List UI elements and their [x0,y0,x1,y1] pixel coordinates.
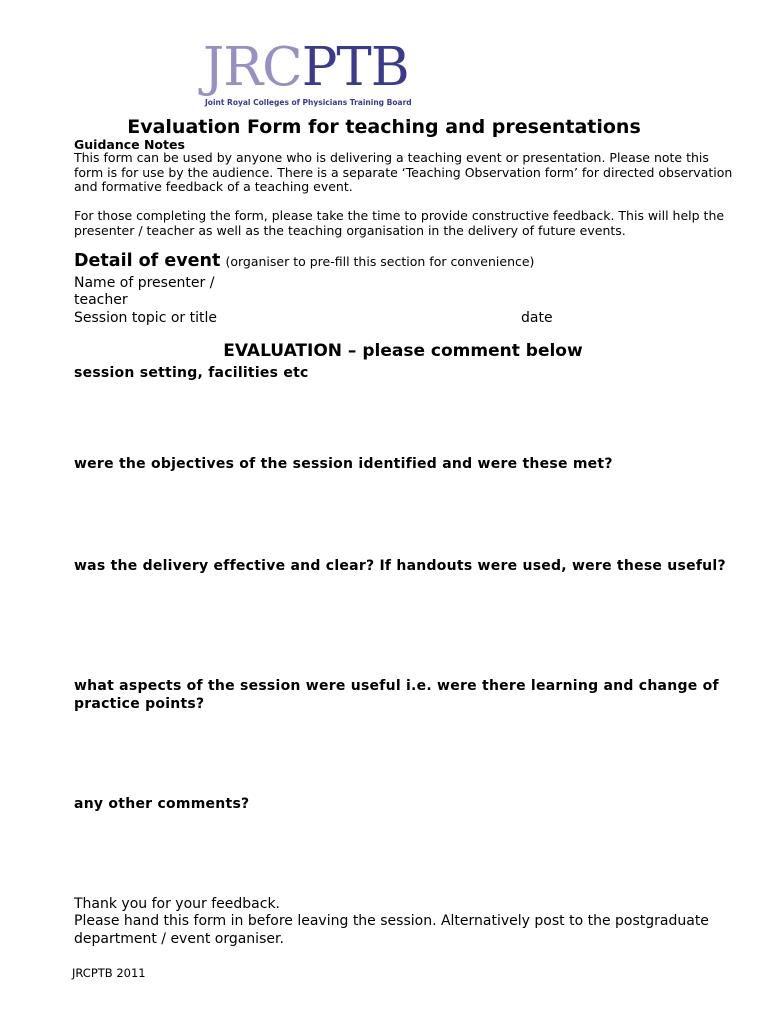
jrcptb-logo [203,38,409,98]
hand-in-instructions: Please hand this form in before leaving the session. Alternatively post to the postgraduate department / event organiser. [74,913,709,947]
logo-subtitle: Joint Royal Colleges of Physicians Training Board [205,98,412,107]
logo-text-ptb: PTB [301,37,409,98]
detail-note: (organiser to pre-fill this section for convenience) [225,254,535,269]
question-objectives: were the objectives of the session identified and were these met? [74,456,613,472]
detail-heading: Detail of event [74,251,221,271]
question-session-setting: session setting, facilities etc [74,365,309,381]
question-delivery: was the delivery effective and clear? If handouts were used, were these useful? [74,558,726,574]
detail-heading-row [74,249,534,274]
guidance-paragraph-2: For those completing the form, please take the time to provide constructive feedback. This will help the presenter / teacher as well as the teaching organisation in the delivery of future events. [74,208,725,238]
thank-you-text: Thank you for your feedback. [74,896,281,912]
session-topic-label: Session topic or title [74,310,217,326]
logo-text-jrc: JRC [203,37,302,98]
question-other-comments: any other comments? [74,796,250,812]
page-title: Evaluation Form for teaching and presentations [127,116,641,138]
guidance-heading: Guidance Notes [74,137,185,152]
guidance-paragraph-1: This form can be used by anyone who is delivering a teaching event or presentation. Please note this form is for use by the audience. There is a separate ‘Teaching Observation form’ for directed observation and formative feedback of a teaching event. [74,150,733,194]
presenter-name-label: Name of presenter / teacher [74,275,215,308]
date-label: date [521,310,553,326]
question-useful-aspects: what aspects of the session were useful i.e. were there learning and change of practice points? [74,678,719,712]
evaluation-heading: EVALUATION – please comment below [223,341,583,361]
footer-text: JRCPTB 2011 [72,966,146,980]
